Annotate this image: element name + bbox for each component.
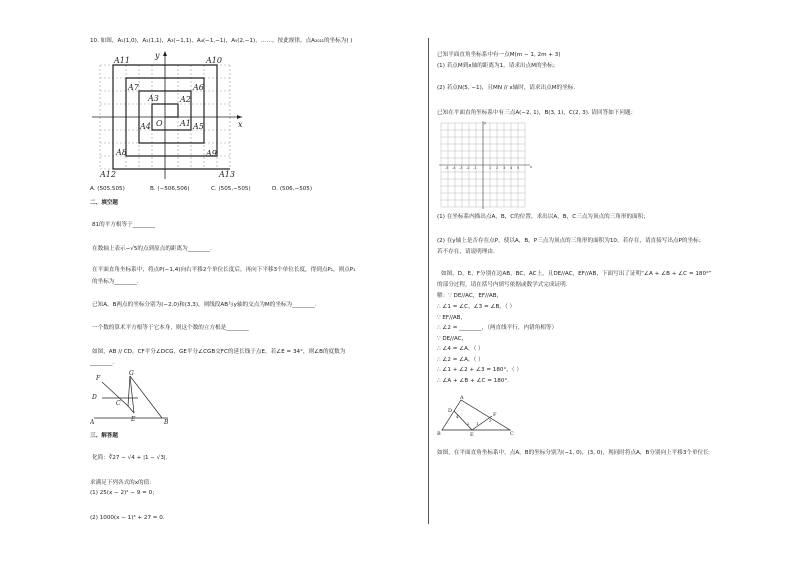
fill-question-6-line1: 如图，AB // CD，CF平分∠DCG，GE平分∠CGB交FC的延长线于点E，若∠E = 34°，则∠B的度数为 xyxy=(92,349,346,355)
svg-text:C: C xyxy=(116,400,121,407)
option-d: D. (506,−505) xyxy=(272,186,313,192)
svg-text:A1: A1 xyxy=(180,119,191,128)
svg-text:3: 3 xyxy=(489,418,492,423)
solve-question-2: (2) 1000(x − 1)³ + 27 = 0. xyxy=(90,515,165,521)
fill-question-2: 在数轴上表示−√5的点到原点的距离为________. xyxy=(92,246,212,252)
svg-text:1: 1 xyxy=(476,421,479,426)
section-solution-heading: 三、解答题 xyxy=(90,433,118,439)
fill-question-4: 已知A，B两点的坐标分别为(−2,0)和(3,3)，则线段AB与y轴的交点为M的坐标为________. xyxy=(92,302,317,308)
proof-question-line1: 如图，D，E，F分别在边AB，BC，AC上，且DE//AC，EF//AB，下面写出了证明“∠A + ∠B + ∠C = 180°” xyxy=(441,271,712,277)
svg-text:2: 2 xyxy=(467,421,470,426)
svg-text:-2: -2 xyxy=(466,166,470,170)
svg-text:A4: A4 xyxy=(140,122,151,131)
svg-text:3: 3 xyxy=(503,166,506,170)
fill-question-5: 一个数的算术平方根等于它本身，则这个数的立方根是________ xyxy=(92,325,249,331)
svg-text:A8: A8 xyxy=(116,148,127,157)
svg-text:D: D xyxy=(92,394,97,401)
svg-text:D: D xyxy=(448,408,453,414)
option-c: C. (505,−505) xyxy=(211,186,251,192)
svg-text:B: B xyxy=(164,419,169,426)
svg-text:y: y xyxy=(484,121,487,125)
option-a: A. (505,505) xyxy=(90,186,125,192)
proof-line: ∴ ∠1 = ∠C，∠3 = ∠B，（ ） xyxy=(437,304,516,310)
question-10: 10. 如图，A₁(1,0)，A₂(1,1)，A₃(−1,1)，A₄(−1,−1)，A₅(2,−1)，……，按此规律，点A₂₀₂₁的坐标为( ) xyxy=(90,38,353,44)
svg-text:-1: -1 xyxy=(473,166,477,170)
svg-text:-3: -3 xyxy=(459,166,463,170)
proof-line: ∴ ∠A + ∠B + ∠C = 180°. xyxy=(437,378,509,384)
triangle-question: 已知在平面直角坐标系中有三点A(−2, 1)，B(3, 1)，C(2, 3). 请回答如下问题： xyxy=(437,110,637,116)
svg-text:4: 4 xyxy=(510,166,513,170)
point-m-part-2: (2) 若点N(5, −1)，且MN // x轴时，请求出点M的坐标. xyxy=(437,85,576,91)
svg-text:4: 4 xyxy=(456,414,459,419)
svg-text:A6: A6 xyxy=(193,83,204,92)
svg-text:A11: A11 xyxy=(114,56,130,65)
svg-text:A10: A10 xyxy=(206,56,222,65)
triangle-figure xyxy=(436,392,516,436)
fill-question-3-line2: 的坐标为________. xyxy=(92,279,139,285)
svg-text:A: A xyxy=(90,419,95,426)
calc-question: 化简：∛27 − √4 + |1 − √3|. xyxy=(92,455,168,461)
spiral-grid-figure xyxy=(92,49,252,181)
svg-text:A5: A5 xyxy=(193,122,204,131)
svg-text:A3: A3 xyxy=(148,94,159,103)
svg-text:A9: A9 xyxy=(206,149,217,158)
proof-line: ∴ ∠2 = ∠A，（ ） xyxy=(437,357,484,363)
point-m-question: 已知平面直角坐标系中有一点M(m − 1, 2m + 3) xyxy=(437,52,561,58)
solve-question-1: (1) 25(x − 2)² − 9 = 0； xyxy=(90,490,158,496)
triangle-part-2-line2: 若不存在，请说明理由. xyxy=(437,249,495,255)
proof-line: ∵ EF//AB， xyxy=(437,315,467,321)
svg-text:F: F xyxy=(96,375,101,382)
svg-text:G: G xyxy=(129,370,134,377)
svg-text:A7: A7 xyxy=(128,83,139,92)
svg-text:x: x xyxy=(530,165,533,169)
proof-line: ∴ ∠4 = ∠A，（ ） xyxy=(437,346,484,352)
svg-text:-4: -4 xyxy=(452,166,456,170)
triangle-part-1: (1) 在坐标系内描出点A，B，C的位置，求出以A，B，C三点为顶点的三角形的面积； xyxy=(437,214,649,220)
fill-question-3-line1: 在平面直角坐标系中，将点P(−1,4)向右平移2个单位长度后，再向下平移3个单位长度，得到点P₁，则点P₁ xyxy=(92,267,356,273)
svg-text:A12: A12 xyxy=(100,170,116,179)
fill-question-1: 81的平方根等于________ xyxy=(92,222,156,228)
parallel-lines-figure xyxy=(90,368,180,426)
svg-text:1: 1 xyxy=(489,166,492,170)
svg-text:C: C xyxy=(510,431,514,436)
proof-line: ∴ ∠2 = ________，（两直线平行，内错角相等） xyxy=(437,325,558,331)
proof-line: ∵ DE//AC， xyxy=(437,336,468,342)
origin-label: O xyxy=(156,119,163,128)
translation-question: 如图，在平面直角坐标系中，点A，B的坐标分别为(−1, 0)，(3, 0)，现同时将点A，B分别向上平移3个单位长 xyxy=(437,450,709,456)
svg-text:A: A xyxy=(460,395,464,401)
axis-y-label: y xyxy=(155,51,160,60)
option-b: B. (−506,506) xyxy=(150,186,190,192)
axis-x-label: x xyxy=(238,120,243,129)
coordinate-grid xyxy=(436,120,536,210)
svg-text:A13: A13 xyxy=(219,170,235,179)
proof-line: ∴ ∠1 + ∠2 + ∠3 = 180°，（ ） xyxy=(437,367,523,373)
svg-text:F: F xyxy=(493,412,497,418)
svg-text:A2: A2 xyxy=(180,95,191,104)
svg-text:B: B xyxy=(437,431,441,436)
svg-text:E: E xyxy=(470,432,474,436)
svg-text:-5: -5 xyxy=(445,166,449,170)
svg-text:5: 5 xyxy=(517,166,520,170)
proof-line: 解：∵ DE//AC，EF//AB， xyxy=(437,293,503,299)
fill-question-6-line2: ________. xyxy=(90,360,115,366)
column-divider xyxy=(428,38,429,524)
point-m-part-1: (1) 若点M到x轴的距离为1，请求出点M的坐标； xyxy=(437,63,559,69)
solve-intro: 求满足下列各式的x的值： xyxy=(90,480,155,486)
triangle-part-2-line1: (2) 在y轴上是否存在点P，使以A，B，P三点为顶点的三角形的面积为10，若存在，请直接写出点P的坐标； xyxy=(437,238,705,244)
proof-question-line2: 的部分过程，请在括号内填写依据或数学式完成证明. xyxy=(437,282,568,288)
svg-text:2: 2 xyxy=(496,166,499,170)
svg-text:E: E xyxy=(131,416,136,423)
section-fill-in-heading: 二、填空题 xyxy=(90,200,118,206)
